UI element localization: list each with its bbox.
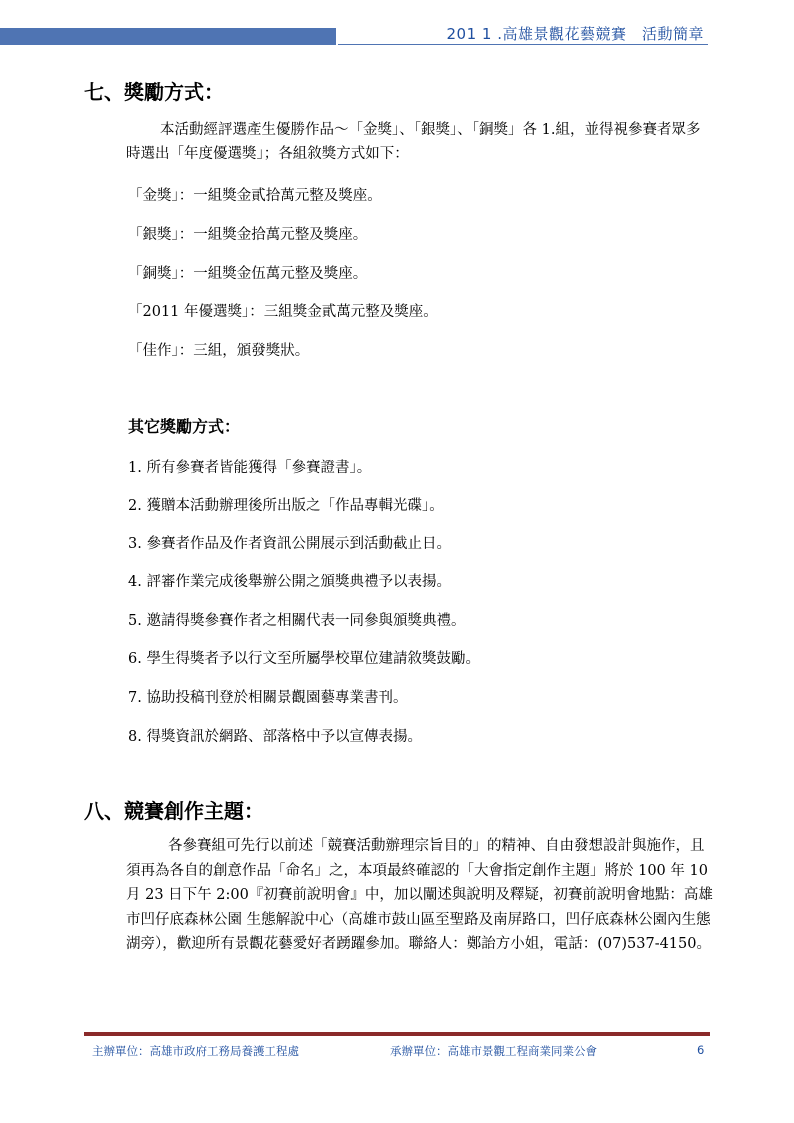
section-heading-awards: 七、獎勵方式： bbox=[84, 80, 224, 104]
awards-intro-paragraph: 本活動經評選產生優勝作品～「金獎」、「銀獎」、「銅獎」各 1.組，並得視參賽者眾多時選出「年度優選獎」；各組敘獎方式如下： bbox=[126, 122, 701, 162]
other-award-item: 7. 協助投稿刊登於相關景觀園藝專業書刊。 bbox=[128, 690, 408, 706]
header-accent-bar bbox=[0, 28, 336, 45]
other-award-item: 8. 得獎資訊於網路、部落格中予以宣傳表揚。 bbox=[128, 729, 422, 745]
page-header-title: 201 1 .高雄景觀花藝競賽 活動簡章 bbox=[446, 25, 704, 43]
footer-co-organizer: 承辦單位：高雄市景觀工程商業同業公會 bbox=[390, 1044, 597, 1058]
section-heading-theme: 八、競賽創作主題： bbox=[84, 799, 264, 823]
page-number: 6 bbox=[697, 1043, 705, 1057]
other-award-item: 6. 學生得獎者予以行文至所屬學校單位建請敘獎鼓勵。 bbox=[128, 651, 480, 667]
award-silver: 「銀獎」：一組獎金拾萬元整及獎座。 bbox=[128, 227, 368, 243]
award-excellence: 「2011 年優選獎」：三組獎金貳萬元整及獎座。 bbox=[128, 304, 438, 320]
footer-rule bbox=[84, 1032, 710, 1036]
award-gold: 「金獎」：一組獎金貳拾萬元整及獎座。 bbox=[128, 188, 382, 204]
other-award-item: 3. 參賽者作品及作者資訊公開展示到活動截止日。 bbox=[128, 536, 451, 552]
award-bronze: 「銅獎」：一組獎金伍萬元整及獎座。 bbox=[128, 266, 368, 282]
header-rule bbox=[338, 44, 708, 45]
other-award-item: 1. 所有參賽者皆能獲得「參賽證書」。 bbox=[128, 460, 372, 476]
footer-organizer: 主辦單位：高雄市政府工務局養護工程處 bbox=[92, 1044, 299, 1058]
other-award-item: 2. 獲贈本活動辦理後所出版之「作品專輯光碟」。 bbox=[128, 498, 444, 514]
theme-body-paragraph: 各參賽組可先行以前述「競賽活動辦理宗旨目的」的精神、自由發想設計與施作，且須再為各自的創意作品「命名」之，本項最終確認的「大會指定創作主題」將於 100 年 10 月 23 日下午 2:00『初賽前說明會』中，加以闡述與說明及釋疑，初賽前說明會地點：高雄市凹仔底森林公園 生態解說中心（高雄市鼓山區至聖路及南屏路口，凹仔底森林公園內生態湖旁），歡迎所有景觀花藝愛好者踴躍參加。聯絡人：鄭詒方小姐，電話：(07)537-4150。 bbox=[126, 838, 713, 952]
other-award-item: 4. 評審作業完成後舉辦公開之頒獎典禮予以表揚。 bbox=[128, 574, 451, 590]
other-awards-heading: 其它獎勵方式： bbox=[128, 417, 241, 436]
other-award-item: 5. 邀請得獎參賽作者之相關代表一同參與頒獎典禮。 bbox=[128, 613, 466, 629]
award-honorable-mention: 「佳作」：三組，頒發獎狀。 bbox=[128, 343, 310, 359]
